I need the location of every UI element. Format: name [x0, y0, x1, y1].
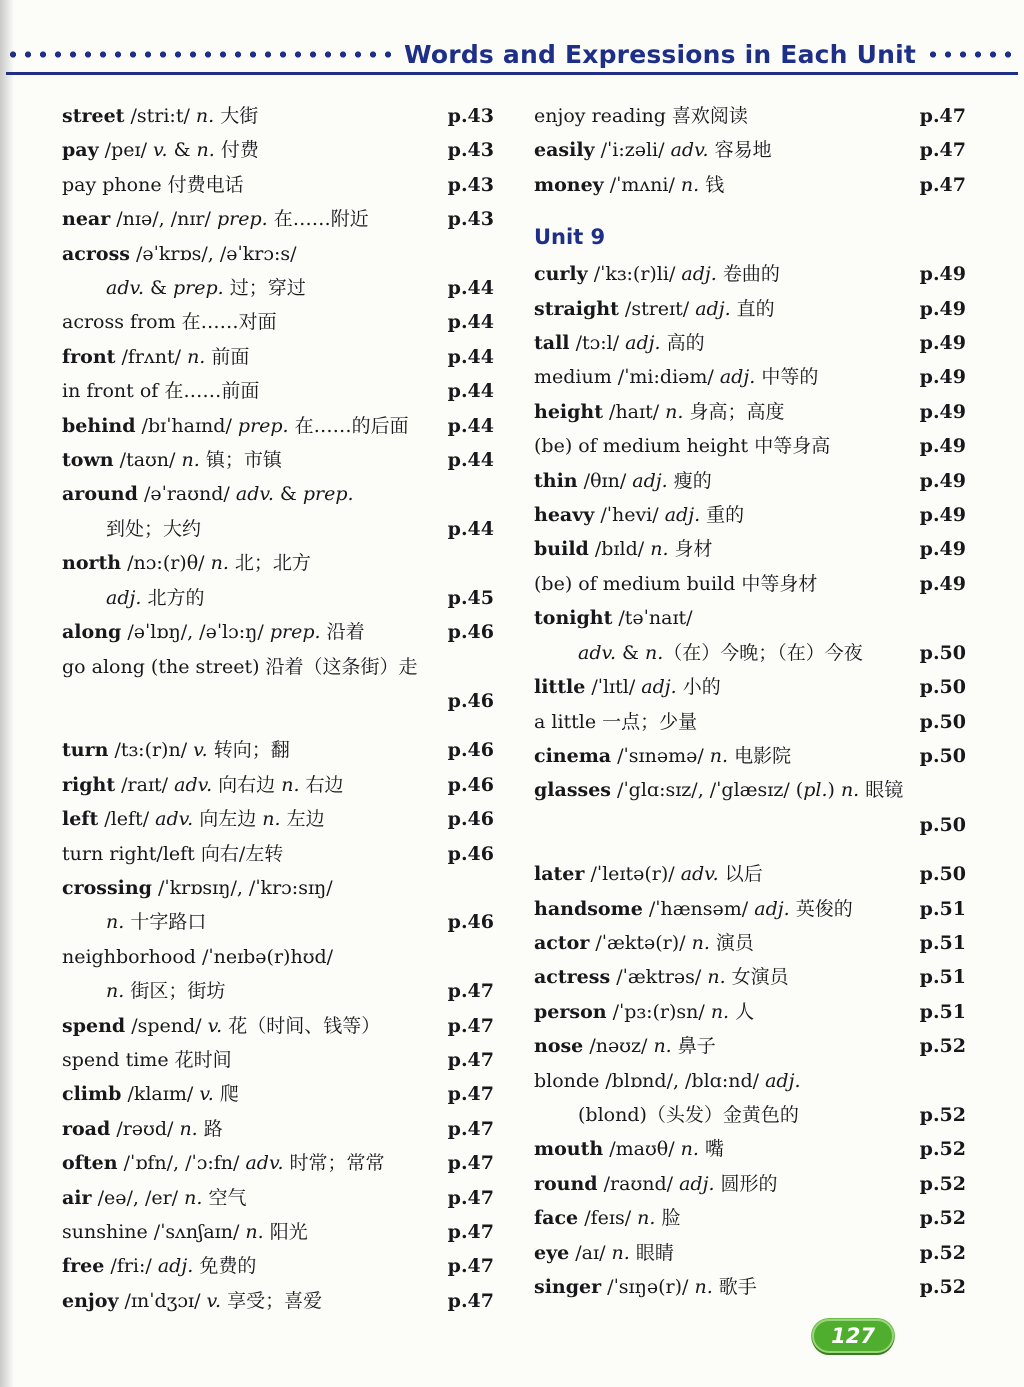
vocab-entry — [62, 684, 494, 718]
entry-page-ref: p.44 — [447, 311, 494, 334]
vocab-entry — [534, 892, 966, 926]
entry-headword: around — [62, 483, 138, 506]
entry-page-ref: p.49 — [919, 435, 966, 458]
page-header — [0, 0, 1024, 75]
entry-text: round /raʊnd/ adj. 圆形的 — [534, 1172, 778, 1195]
vocab-entry — [62, 1009, 494, 1043]
column-gap — [62, 718, 494, 733]
vocab-entry — [62, 512, 494, 546]
page-number-badge: 127 — [812, 1319, 894, 1353]
entry-page-ref: p.49 — [919, 263, 966, 286]
entry-text: face /feɪs/ n. 脸 — [534, 1207, 681, 1230]
entry-headword: person — [534, 1000, 607, 1023]
unit-heading-label: Unit 9 — [534, 225, 606, 250]
entry-text: (be) of medium height 中等身高 — [534, 435, 831, 458]
entry-headword: across — [62, 242, 130, 265]
entry-page-ref: p.43 — [447, 105, 494, 127]
entry-page-ref: p.49 — [919, 400, 966, 423]
entry-page-ref: p.50 — [919, 641, 966, 664]
entry-page-ref: p.47 — [447, 1014, 494, 1037]
dotted-rule-left — [6, 50, 394, 59]
entry-text: heavy /ˈhevi/ adj. 重的 — [534, 504, 745, 527]
entry-headword: heavy — [534, 504, 595, 527]
entry-text: turn right/left 向右/左转 — [62, 842, 284, 865]
entry-text: along /əˈlɒŋ/, /əˈlɔ:ŋ/ prep. 沿着 — [62, 621, 365, 644]
entry-page-ref: p.47 — [447, 1117, 494, 1140]
vocab-entry — [62, 615, 494, 649]
entry-text: adj. 北方的 — [106, 586, 205, 609]
entry-text: crossing /ˈkrɒsɪŋ/, /ˈkrɔ:sɪŋ/ — [62, 876, 333, 899]
entry-page-ref: p.47 — [447, 1152, 494, 1175]
vocab-entry — [534, 532, 966, 566]
entry-headword: enjoy — [62, 1289, 119, 1312]
entry-text: 到处；大约 — [106, 517, 202, 540]
column-gap — [534, 202, 966, 217]
entry-headword: thin — [534, 469, 578, 492]
vocab-entry — [62, 1112, 494, 1146]
entry-text: singer /ˈsɪŋə(r)/ n. 歌手 — [534, 1276, 757, 1298]
vocab-entry — [62, 1284, 494, 1318]
vocab-entry — [534, 857, 966, 891]
entry-page-ref: p.44 — [447, 277, 494, 300]
vocab-entry — [62, 581, 494, 615]
entry-text: actor /ˈæktə(r)/ n. 演员 — [534, 931, 754, 954]
vocab-entry — [62, 974, 494, 1008]
vocab-entry — [62, 905, 494, 939]
vocab-entry — [62, 305, 494, 339]
entry-page-ref: p.43 — [447, 208, 494, 231]
vocab-entry — [534, 1029, 966, 1063]
entry-text: blonde /blɒnd/, /blɑ:nd/ adj. — [534, 1069, 801, 1092]
entry-text: thin /θɪn/ adj. 瘦的 — [534, 469, 712, 492]
entry-text: often /ˈɒfn/, /ˈɔ:fn/ adv. 时常；常常 — [62, 1152, 385, 1175]
entry-headword: road — [62, 1117, 111, 1140]
entry-page-ref: p.44 — [447, 345, 494, 368]
dotted-rule-right — [926, 50, 1018, 59]
entry-text: medium /ˈmi:diəm/ adj. 中等的 — [534, 366, 819, 389]
entry-page-ref: p.52 — [919, 1035, 966, 1058]
entry-text: mouth /maʊθ/ n. 嘴 — [534, 1138, 724, 1161]
entry-page-ref: p.44 — [447, 517, 494, 540]
entry-text: street /stri:t/ n. 大街 — [62, 105, 259, 127]
entry-text: a little 一点；少量 — [534, 710, 698, 733]
vocab-entry — [534, 133, 966, 167]
entry-text: money /ˈmʌni/ n. 钱 — [534, 173, 725, 196]
entry-text: n. 街区；街坊 — [106, 980, 226, 1003]
vocab-entry — [534, 567, 966, 601]
vocab-entry — [534, 464, 966, 498]
entry-page-ref: p.52 — [919, 1172, 966, 1195]
entry-headword: easily — [534, 139, 595, 162]
entry-page-ref: p.47 — [447, 1255, 494, 1278]
vocab-entry — [62, 133, 494, 167]
entry-page-ref: p.52 — [919, 1207, 966, 1230]
entry-headword: near — [62, 208, 111, 231]
vocab-entry — [534, 326, 966, 360]
entry-headword: glasses — [534, 779, 611, 802]
entry-headword: air — [62, 1186, 92, 1209]
entry-page-ref: p.51 — [919, 966, 966, 989]
entry-headword: build — [534, 538, 589, 561]
entry-text: across from 在……对面 — [62, 311, 277, 334]
entry-page-ref: p.46 — [447, 842, 494, 865]
entry-headword: front — [62, 345, 116, 368]
entry-headword: climb — [62, 1083, 122, 1106]
entry-page-ref: p.49 — [919, 469, 966, 492]
entry-text: adv. & n.（在）今晚；（在）今夜 — [578, 641, 863, 664]
entry-text: tonight /təˈnaɪt/ — [534, 607, 693, 630]
entry-page-ref: p.47 — [919, 173, 966, 196]
vocab-entry — [62, 871, 494, 905]
entry-headword: often — [62, 1152, 118, 1175]
vocab-entry — [62, 202, 494, 236]
entry-text: front /frʌnt/ n. 前面 — [62, 345, 250, 368]
entry-headword: cinema — [534, 744, 612, 767]
entry-page-ref: p.46 — [447, 773, 494, 796]
entry-text: pay /peɪ/ v. & n. 付费 — [62, 139, 259, 162]
entry-page-ref: p.51 — [919, 931, 966, 954]
entry-text: around /əˈraʊnd/ adv. & prep. — [62, 483, 354, 506]
vocab-entry — [62, 237, 494, 271]
entry-text: neighborhood /ˈneɪbə(r)hʊd/ — [62, 945, 334, 968]
vocab-entry — [534, 1064, 966, 1098]
entry-headword: actress — [534, 966, 611, 989]
entry-page-ref: p.50 — [919, 710, 966, 733]
entry-page-ref: p.47 — [919, 105, 966, 127]
entry-page-ref: p.52 — [919, 1276, 966, 1298]
vocab-entry — [534, 773, 966, 807]
entry-text: air /eə/, /er/ n. 空气 — [62, 1186, 247, 1209]
entry-text: road /rəʊd/ n. 路 — [62, 1117, 223, 1140]
entry-text: right /raɪt/ adv. 向右边 n. 右边 — [62, 773, 344, 796]
entry-text: curly /ˈkɜ:(r)li/ adj. 卷曲的 — [534, 263, 780, 286]
right-column — [534, 99, 966, 1318]
vocab-entry — [62, 733, 494, 767]
vocab-entry — [62, 340, 494, 374]
entry-text: left /left/ adv. 向左边 n. 左边 — [62, 808, 325, 831]
entry-text: handsome /ˈhænsəm/ adj. 英俊的 — [534, 897, 853, 920]
entry-page-ref: p.44 — [447, 414, 494, 437]
entry-page-ref: p.47 — [447, 1083, 494, 1106]
entry-page-ref: p.51 — [919, 1000, 966, 1023]
entry-headword: face — [534, 1207, 579, 1230]
entry-page-ref: p.47 — [447, 1289, 494, 1312]
entry-text: glasses /ˈglɑ:sɪz/, /ˈglæsɪz/ (pl.) n. 眼镜 — [534, 779, 904, 802]
entry-headword: little — [534, 676, 586, 699]
entry-headword: behind — [62, 414, 136, 437]
entry-text: (be) of medium build 中等身材 — [534, 572, 818, 595]
entry-page-ref: p.47 — [447, 1186, 494, 1209]
entry-headword: tall — [534, 332, 570, 355]
entry-headword: curly — [534, 263, 588, 286]
vocab-entry — [534, 498, 966, 532]
entry-page-ref: p.47 — [447, 980, 494, 1003]
vocab-entry — [534, 995, 966, 1029]
entry-page-ref: p.46 — [447, 808, 494, 831]
entry-page-ref: p.49 — [919, 538, 966, 561]
entry-headword: street — [62, 105, 125, 127]
entry-text: actress /ˈæktrəs/ n. 女演员 — [534, 966, 789, 989]
entry-page-ref: p.46 — [447, 621, 494, 644]
entry-headword: handsome — [534, 897, 643, 920]
entry-text: north /nɔ:(r)θ/ n. 北；北方 — [62, 552, 311, 575]
entry-headword: mouth — [534, 1138, 604, 1161]
entry-headword: actor — [534, 931, 590, 954]
vocab-entry — [534, 1270, 966, 1304]
entry-page-ref: p.46 — [447, 689, 494, 712]
entry-text: pay phone 付费电话 — [62, 173, 244, 196]
vocab-entry — [62, 650, 494, 684]
left-column — [62, 99, 494, 1318]
entry-page-ref: p.49 — [919, 332, 966, 355]
entry-text: height /haɪt/ n. 身高；高度 — [534, 400, 785, 423]
vocab-entry — [62, 940, 494, 974]
entry-page-ref: p.47 — [447, 1048, 494, 1071]
vocab-entry — [62, 768, 494, 802]
entry-text: sunshine /ˈsʌnʃaɪn/ n. 阳光 — [62, 1221, 308, 1243]
entry-headword: money — [534, 173, 604, 196]
entry-text: free /fri:/ adj. 免费的 — [62, 1255, 257, 1278]
entry-text: climb /klaɪm/ v. 爬 — [62, 1083, 239, 1106]
entry-page-ref: p.47 — [447, 1221, 494, 1243]
entry-text: easily /ˈi:zəli/ adv. 容易地 — [534, 139, 772, 162]
vocab-entry — [62, 1077, 494, 1111]
vocab-entry — [534, 601, 966, 635]
vocab-entry — [62, 802, 494, 836]
entry-page-ref: p.46 — [447, 739, 494, 762]
entry-text: person /ˈpɜ:(r)sn/ n. 人 — [534, 1000, 755, 1023]
entry-text: town /taʊn/ n. 镇；市镇 — [62, 449, 282, 472]
vocab-entry — [534, 1132, 966, 1166]
entry-text: straight /streɪt/ adj. 直的 — [534, 297, 775, 320]
unit-heading — [534, 217, 966, 257]
entry-text: spend time 花时间 — [62, 1048, 232, 1071]
entry-text: near /nɪə/, /nɪr/ prep. 在……附近 — [62, 208, 369, 231]
vocab-entry — [534, 670, 966, 704]
entry-page-ref: p.49 — [919, 297, 966, 320]
entry-headword: round — [534, 1172, 598, 1195]
entry-headword: tonight — [534, 607, 613, 630]
entry-text: enjoy /ɪnˈdʒɔɪ/ v. 享受；喜爱 — [62, 1289, 323, 1312]
entry-headword: crossing — [62, 876, 152, 899]
vocab-entry — [534, 99, 966, 133]
entry-headword: pay — [62, 139, 99, 162]
entry-page-ref: p.52 — [919, 1103, 966, 1126]
vocab-entry — [534, 360, 966, 394]
entry-text: (blond)（头发）金黄色的 — [578, 1103, 799, 1126]
entry-page-ref: p.50 — [919, 744, 966, 767]
vocab-entry — [62, 477, 494, 511]
vocab-entry — [534, 705, 966, 739]
entry-text: adv. & prep. 过；穿过 — [106, 277, 306, 300]
entry-text: nose /nəʊz/ n. 鼻子 — [534, 1035, 716, 1058]
entry-text: enjoy reading 喜欢阅读 — [534, 105, 748, 127]
vocab-entry — [62, 409, 494, 443]
entry-headword: north — [62, 552, 122, 575]
vocab-entry — [534, 257, 966, 291]
vocab-entry — [62, 443, 494, 477]
entry-text: in front of 在……前面 — [62, 380, 260, 403]
vocab-entry — [534, 926, 966, 960]
entry-text: behind /bɪˈhaɪnd/ prep. 在……的后面 — [62, 414, 409, 437]
entry-headword: nose — [534, 1035, 584, 1058]
vocab-entry — [62, 1146, 494, 1180]
entry-page-ref: p.52 — [919, 1241, 966, 1264]
entry-text: little /ˈlɪtl/ adj. 小的 — [534, 676, 721, 699]
vocab-entry — [534, 1167, 966, 1201]
entry-headword: straight — [534, 297, 619, 320]
entry-headword: eye — [534, 1241, 570, 1264]
entry-page-ref: p.45 — [447, 586, 494, 609]
page-title: Words and Expressions in Each Unit — [404, 40, 916, 69]
vocab-entry — [62, 837, 494, 871]
vocab-entry — [534, 1201, 966, 1235]
entry-text: across /əˈkrɒs/, /əˈkrɔ:s/ — [62, 242, 297, 265]
entry-text: go along (the street) 沿着（这条街）走 — [62, 655, 418, 678]
entry-page-ref: p.50 — [919, 813, 966, 836]
entry-page-ref: p.49 — [919, 366, 966, 389]
entry-page-ref: p.52 — [919, 1138, 966, 1161]
vocab-entry — [534, 429, 966, 463]
entry-text: later /ˈleɪtə(r)/ adv. 以后 — [534, 863, 763, 886]
header-dotted-line — [6, 40, 1018, 69]
vocab-entry — [534, 636, 966, 670]
entry-headword: turn — [62, 739, 109, 762]
entry-page-ref: p.43 — [447, 173, 494, 196]
entry-text: cinema /ˈsɪnəmə/ n. 电影院 — [534, 744, 792, 767]
entry-headword: left — [62, 808, 99, 831]
entry-page-ref: p.50 — [919, 863, 966, 886]
entry-headword: height — [534, 400, 603, 423]
vocab-entry — [62, 546, 494, 580]
vocab-entry — [62, 1249, 494, 1283]
entry-headword: spend — [62, 1014, 126, 1037]
entry-page-ref: p.46 — [447, 911, 494, 934]
entry-headword: along — [62, 621, 122, 644]
vocab-entry — [62, 99, 494, 133]
vocab-entry — [534, 1098, 966, 1132]
entry-text: spend /spend/ v. 花（时间、钱等） — [62, 1014, 381, 1037]
entry-page-ref: p.49 — [919, 572, 966, 595]
vocab-entry — [534, 960, 966, 994]
vocab-entry — [534, 168, 966, 202]
vocab-entry — [62, 1215, 494, 1249]
vocab-entry — [62, 1043, 494, 1077]
vocab-entry — [62, 374, 494, 408]
entry-headword: right — [62, 773, 116, 796]
entry-headword: free — [62, 1255, 105, 1278]
entry-page-ref: p.44 — [447, 449, 494, 472]
entry-headword: later — [534, 863, 585, 886]
entry-page-ref: p.47 — [919, 139, 966, 162]
entry-text: eye /aɪ/ n. 眼睛 — [534, 1241, 674, 1264]
vocab-entry — [534, 739, 966, 773]
vocab-entry — [534, 808, 966, 842]
entry-page-ref: p.49 — [919, 504, 966, 527]
entry-text: n. 十字路口 — [106, 911, 207, 934]
entry-page-ref: p.51 — [919, 897, 966, 920]
entry-text: turn /tɜ:(r)n/ v. 转向；翻 — [62, 739, 290, 762]
entry-page-ref: p.50 — [919, 676, 966, 699]
vocab-entry — [62, 1181, 494, 1215]
entry-page-ref: p.44 — [447, 380, 494, 403]
vocab-entry — [534, 1236, 966, 1270]
vocab-entry — [62, 271, 494, 305]
entry-headword: singer — [534, 1276, 602, 1298]
entry-text: tall /tɔ:l/ adj. 高的 — [534, 332, 705, 355]
entry-headword: town — [62, 449, 114, 472]
vocab-entry — [534, 292, 966, 326]
vocab-entry — [534, 395, 966, 429]
column-gap — [534, 842, 966, 857]
entry-page-ref: p.43 — [447, 139, 494, 162]
entry-text: build /bɪld/ n. 身材 — [534, 538, 713, 561]
vocab-entry — [62, 168, 494, 202]
vocabulary-list — [0, 75, 1024, 1318]
